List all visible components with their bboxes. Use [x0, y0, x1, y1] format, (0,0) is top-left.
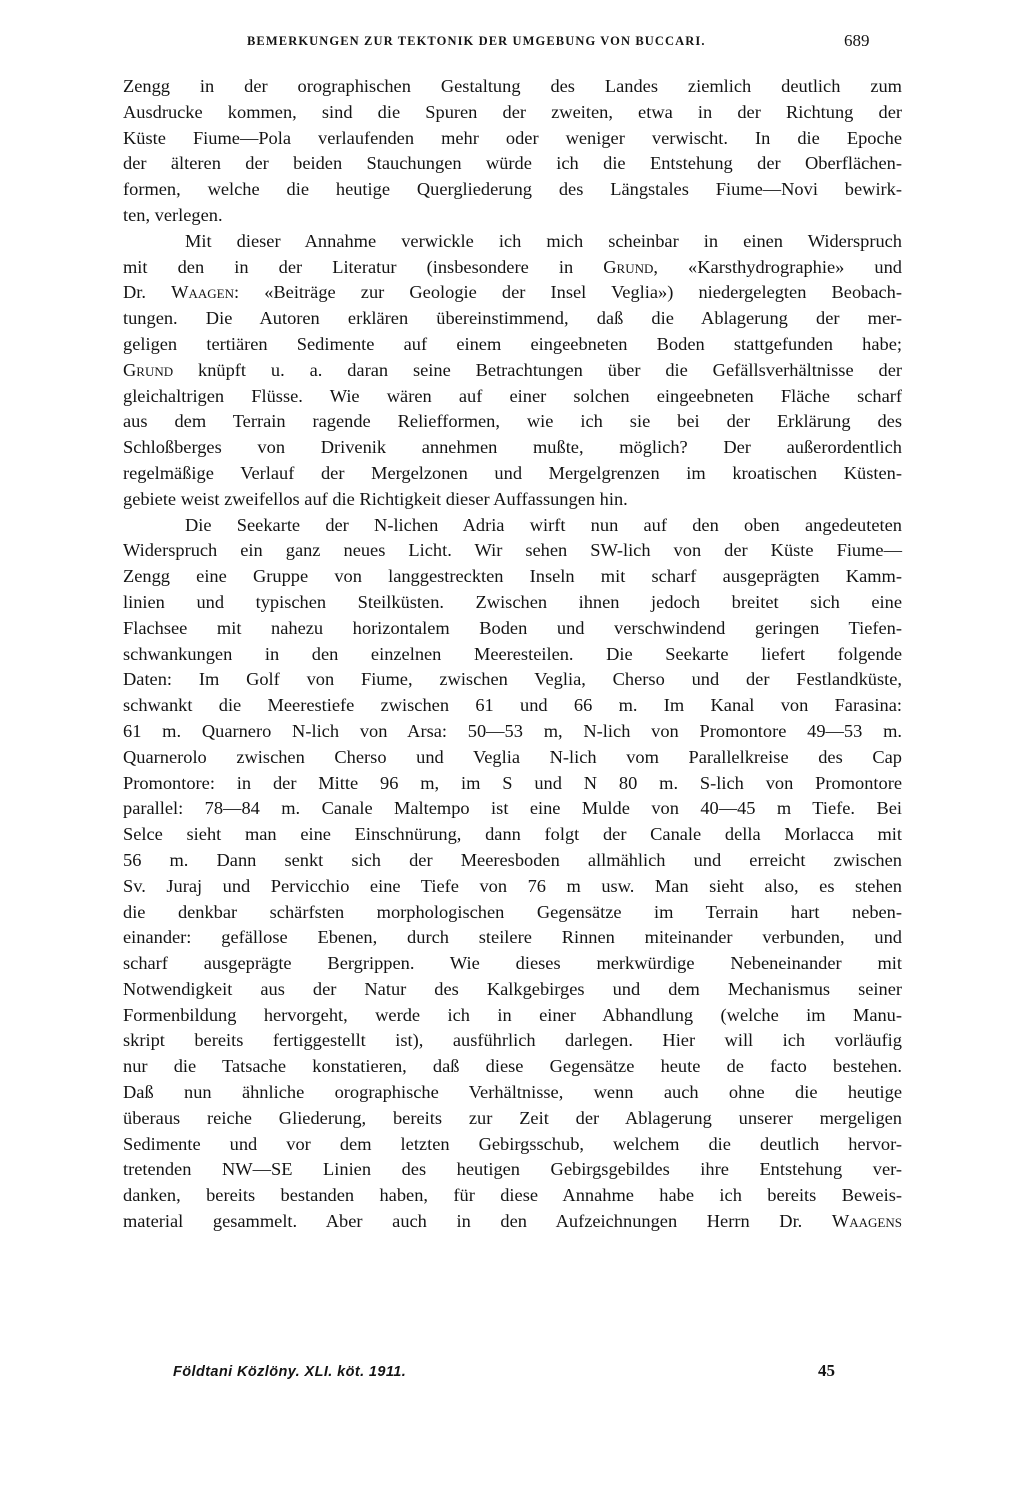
body-text: [123, 74, 902, 1235]
paragraph-start-line: Mit dieser Annahme verwickle ich mich scheinbar in einen Widerspruch: [185, 230, 902, 251]
text-line: 56 m. Dann senkt sich der Meeresboden allmählich und erreicht zwischen: [123, 849, 902, 870]
text-line: Notwendigkeit aus der Natur des Kalkgebirges und dem Mechanismus seiner: [123, 978, 902, 999]
text-line: 61 m. Quarnero N-lich von Arsa: 50—53 m, N-lich von Promontore 49—53 m.: [123, 720, 902, 741]
text-line: Promontore: in der Mitte 96 m, im S und N 80 m. S-lich von Promontore: [123, 772, 902, 793]
text-line: schwankt die Meerestiefe zwischen 61 und 66 m. Im Kanal von Farasina:: [123, 695, 902, 716]
text-line: linien und typischen Steilküsten. Zwischen ihnen jedoch breitet sich eine: [123, 591, 902, 612]
journal-source: Földtani Közlöny. XLI. köt. 1911.: [173, 1364, 407, 1380]
text-line: tretenden NW—SE Linien des heutigen Gebirgsgebildes ihre Entstehung ver-: [123, 1159, 902, 1180]
author-name: Waagen: [171, 282, 234, 303]
text-line: einander: gefällose Ebenen, durch steilere Rinnen miteinander verbunden, und: [123, 927, 902, 948]
text-line: regelmäßige Verlauf der Mergelzonen und Mergelgrenzen im kroatischen Küsten-: [123, 462, 902, 483]
text-line: Quarnerolo zwischen Cherso und Veglia N-lich vom Parallelkreise des Cap: [123, 746, 902, 767]
text-line: Formenbildung hervorgeht, werde ich in einer Abhandlung (welche im Manu-: [123, 1004, 902, 1025]
text-line: gleichaltrigen Flüsse. Wie wären auf einer solchen eingeebneten Fläche scharf: [123, 385, 902, 406]
text-line: Selce sieht man eine Einschnürung, dann folgt der Canale della Morlacca mit: [123, 824, 902, 845]
author-name: Grund: [123, 359, 174, 380]
text-line: Schloßberges von Drivenik annehmen mußte, möglich? Der außerordentlich: [123, 437, 902, 458]
text-line: geligen tertiären Sedimente auf einem eingeebneten Boden stattgefunden habe;: [123, 333, 902, 354]
text-line: Sv. Juraj und Pervicchio eine Tiefe von 76 m usw. Man sieht also, es stehen: [123, 875, 902, 896]
text-line: überaus reiche Gliederung, bereits zur Zeit der Ablagerung unserer mergeligen: [123, 1107, 902, 1128]
text-line: Ausdrucke kommen, sind die Spuren der zweiten, etwa in der Richtung der: [123, 101, 902, 122]
text-line: tungen. Die Autoren erklären übereinstimmend, daß die Ablagerung der mer-: [123, 308, 902, 329]
text-line: Daten: Im Golf von Fiume, zwischen Veglia, Cherso und der Festlandküste,: [123, 669, 902, 690]
text-line: Flachsee mit nahezu horizontalem Boden und verschwindend geringen Tiefen-: [123, 617, 902, 638]
text-line: die denkbar schärfsten morphologischen Gegensätze im Terrain hart neben-: [123, 901, 902, 922]
author-name: Waagens: [831, 1211, 902, 1232]
text-line: material gesammelt. Aber auch in den Aufzeichnungen Herrn Dr. Waagens: [123, 1211, 902, 1232]
text-line: Zengg in der orographischen Gestaltung des Landes ziemlich deutlich zum: [123, 76, 902, 96]
text-line: aus dem Terrain ragende Reliefformen, wie ich sie bei der Erklärung des: [123, 411, 902, 432]
text-line: gebiete weist zweifellos auf die Richtigkeit dieser Auffassungen hin.: [123, 488, 628, 509]
paragraph-start-line: Die Seekarte der N-lichen Adria wirft nun auf den oben angedeuteten: [185, 514, 902, 535]
text-line: formen, welche die heutige Quergliederung des Längstales Fiume—Novi bewirk-: [123, 179, 902, 200]
text-line: Zengg eine Gruppe von langgestreckten Inseln mit scharf ausgeprägten Kamm-: [123, 566, 902, 587]
text-line: danken, bereits bestanden haben, für diese Annahme habe ich bereits Beweis-: [123, 1185, 902, 1206]
text-line: Grund knüpft u. a. daran seine Betrachtungen über die Gefällsverhältnisse der: [123, 359, 902, 380]
text-line: nur die Tatsache konstatieren, daß diese Gegensätze heute de facto bestehen.: [123, 1056, 902, 1077]
text-line: Küste Fiume—Pola verlaufenden mehr oder weniger verwischt. In die Epoche: [123, 127, 902, 148]
text-line: Dr. Waagen: «Beiträge zur Geologie der Insel Veglia») niedergelegten Beobach-: [123, 282, 902, 303]
text-line: scharf ausgeprägte Bergrippen. Wie dieses merkwürdige Nebeneinander mit: [123, 953, 902, 974]
page-number: 689: [844, 31, 870, 50]
text-line: Sedimente und vor dem letzten Gebirgsschub, welchem die deutlich hervor-: [123, 1133, 902, 1154]
text-line: parallel: 78—84 m. Canale Maltempo ist eine Mulde von 40—45 m Tiefe. Bei: [123, 798, 902, 819]
text-line: ten, verlegen.: [123, 204, 223, 225]
text-line: Widerspruch ein ganz neues Licht. Wir sehen SW-lich von der Küste Fiume—: [123, 540, 902, 561]
text-line: schwankungen in den einzelnen Meeresteilen. Die Seekarte liefert folgende: [123, 643, 902, 664]
text-line: der älteren der beiden Stauchungen würde ich die Entstehung der Oberflächen-: [123, 153, 902, 174]
signature-number: 45: [818, 1361, 835, 1380]
author-name: Grund: [603, 256, 654, 277]
text-line: mit den in der Literatur (insbesondere in Grund, «Karsthydrographie» und: [123, 256, 903, 277]
running-title: BEMERKUNGEN ZUR TEKTONIK DER UMGEBUNG VON BUCCARI.: [247, 34, 706, 48]
text-line: skript bereits fertiggestellt ist), ausführlich darlegen. Hier will ich vorläufig: [123, 1030, 902, 1051]
text-line: Daß nun ähnliche orographische Verhältnisse, wenn auch ohne die heutige: [123, 1082, 902, 1103]
